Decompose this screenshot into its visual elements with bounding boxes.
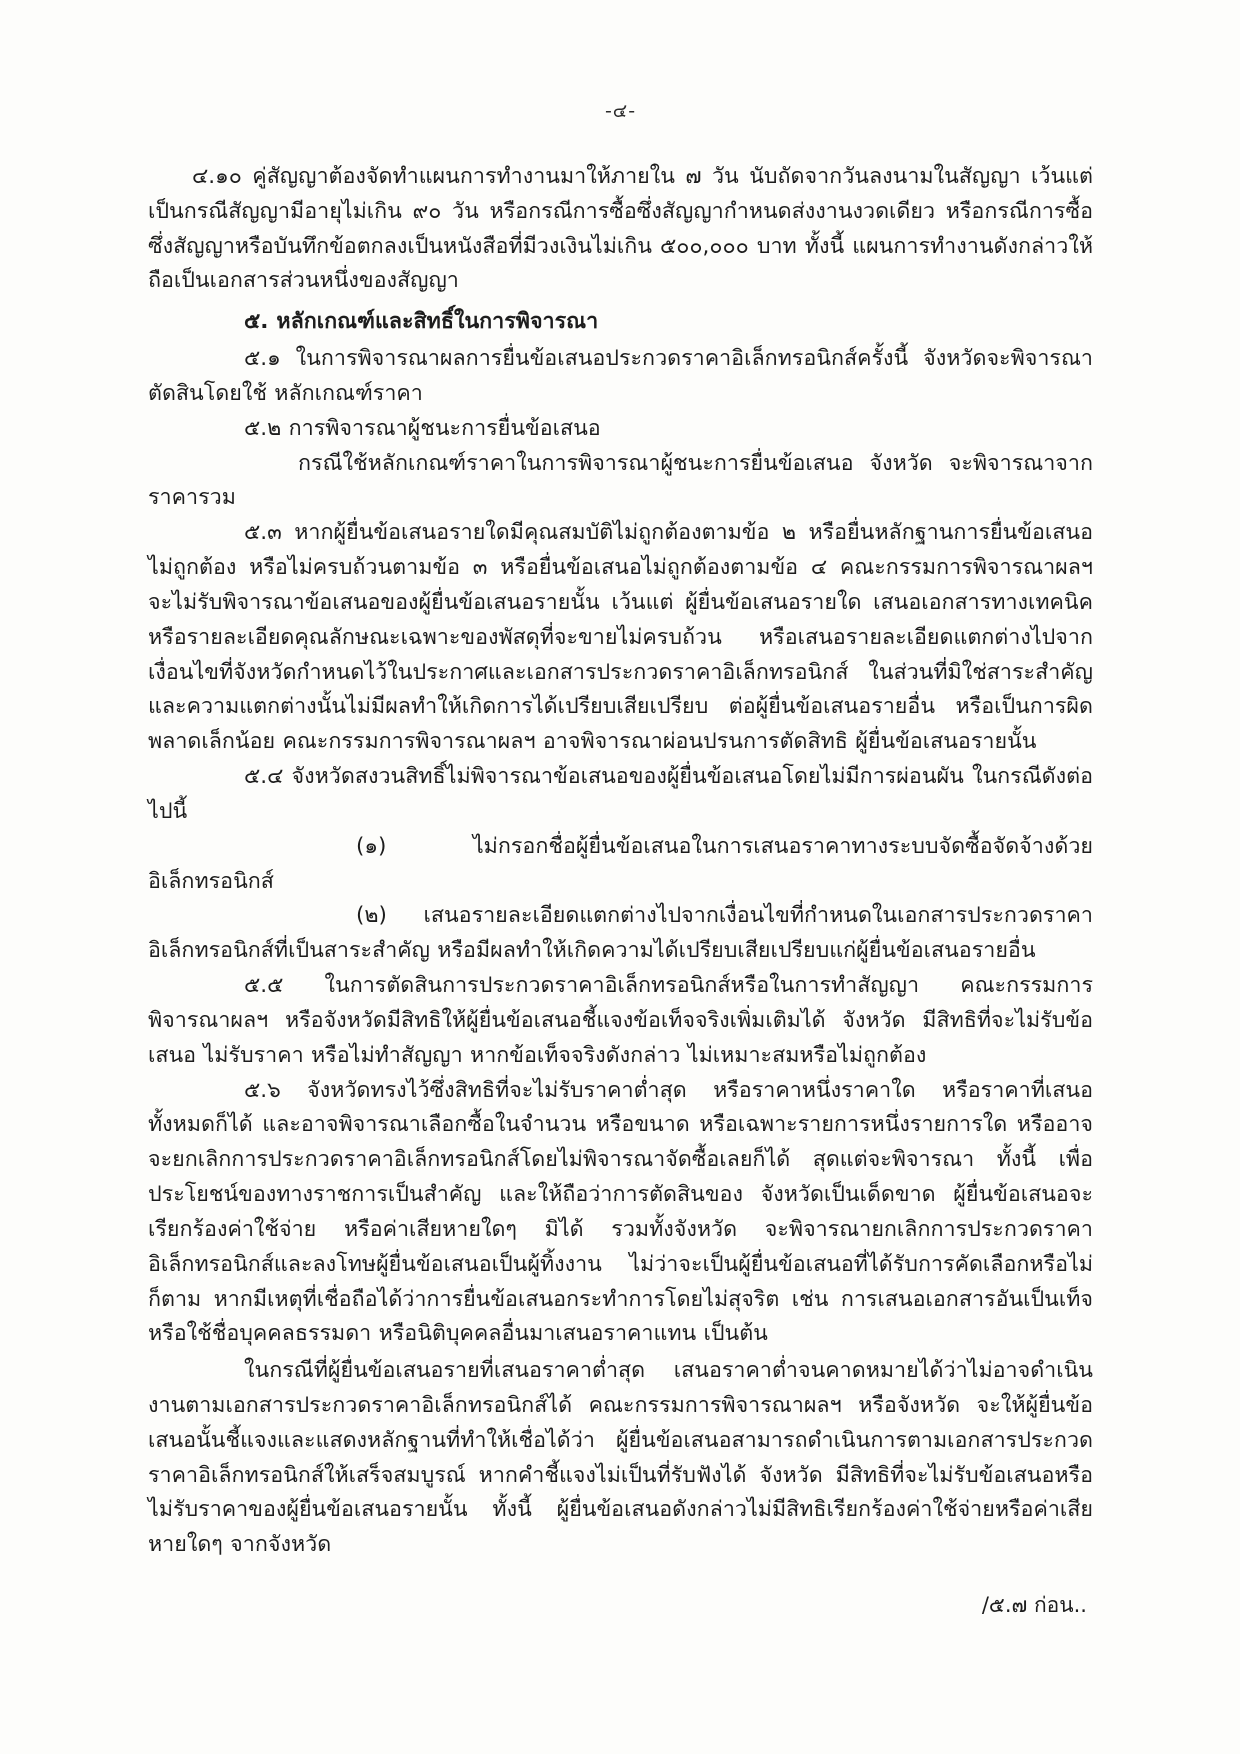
section-heading-5: ๕. หลักเกณฑ์และสิทธิ์ในการพิจารณา [244, 309, 599, 335]
paragraph-clause-5-4: ๕.๔ จังหวัดสงวนสิทธิ์ไม่พิจารณาข้อเสนอของผู้ยื่นข้อเสนอโดยไม่มีการผ่อนผัน ในกรณีดังต่อไปนี้ [148, 764, 1093, 824]
page-number: -๔- [604, 100, 637, 122]
paragraph-clause-5-5: ๕.๕ ในการตัดสินการประกวดราคาอิเล็กทรอนิกส์หรือในการทำสัญญา คณะกรรมการพิจารณาผลฯ หรือจังหวัดมีสิทธิให้ผู้ยื่นข้อเสนอชี้แจงข้อเท็จจริงเพิ่มเติมได้ จังหวัด มีสิทธิที่จะไม่รับข้อเสนอ ไม่รับราคา หรือไม่ทำสัญญา หากข้อเท็จจริงดังกล่าว ไม่เหมาะสมหรือไม่ถูกต้อง [148, 973, 1093, 1068]
paragraph-clause-5-2-body: กรณีใช้หลักเกณฑ์ราคาในการพิจารณาผู้ชนะการยื่นข้อเสนอ จังหวัด จะพิจารณาจากราคารวม [148, 450, 1093, 511]
paragraph-clause-5-1: ๕.๑ ในการพิจารณาผลการยื่นข้อเสนอประกวดราคาอิเล็กทรอนิกส์ครั้งนี้ จังหวัดจะพิจารณาตัดสินโดยใช้ หลักเกณฑ์ราคา [148, 346, 1093, 406]
footer-continuation-note: /๕.๗ ก่อน.. [981, 1593, 1087, 1618]
paragraph-clause-5-6: ๕.๖ จังหวัดทรงไว้ซึ่งสิทธิที่จะไม่รับราคาต่ำสุด หรือราคาหนึ่งราคาใด หรือราคาที่เสนอทั้งหมดก็ได้ และอาจพิจารณาเลือกซื้อในจำนวน หรือขนาด หรือเฉพาะรายการหนึ่งรายการใด หรืออาจจะยกเลิกการประกวดราคาอิเล็กทรอนิกส์โดยไม่พิจารณาจัดซื้อเลยก็ได้ สุดแต่จะพิจารณา ทั้งนี้ เพื่อประโยชน์ของทางราชการเป็นสำคัญ และให้ถือว่าการตัดสินของ จังหวัดเป็นเด็ดขาด ผู้ยื่นข้อเสนอจะเรียกร้องค่าใช้จ่าย หรือค่าเสียหายใดๆ มิได้ รวมทั้งจังหวัด จะพิจารณายกเลิกการประกวดราคาอิเล็กทรอนิกส์และลงโทษผู้ยื่นข้อเสนอเป็นผู้ทิ้งงาน ไม่ว่าจะเป็นผู้ยื่นข้อเสนอที่ได้รับการคัดเลือกหรือไม่ก็ตาม หากมีเหตุที่เชื่อถือได้ว่าการยื่นข้อเสนอกระทำการโดยไม่สุจริต เช่น การเสนอเอกสารอันเป็นเท็จ หรือใช้ชื่อบุคคลธรรมดา หรือนิติบุคคลอื่นมาเสนอราคาแทน เป็นต้น [148, 1077, 1093, 1347]
paragraph-clause-5-2: ๕.๒ การพิจารณาผู้ชนะการยื่นข้อเสนอ [244, 415, 601, 441]
paragraph-clause-4-10: ๔.๑๐ คู่สัญญาต้องจัดทำแผนการทำงานมาให้ภายใน ๗ วัน นับถัดจากวันลงนามในสัญญา เว้นแต่เป็นกรณีสัญญามีอายุไม่เกิน ๙๐ วัน หรือกรณีการซื้อซึ่งสัญญากำหนดส่งงานงวดเดียว หรือกรณีการซื้อซึ่งสัญญาหรือบันทึกข้อตกลงเป็นหนังสือที่มีวงเงินไม่เกิน ๕๐๐,๐๐๐ บาท ทั้งนี้ แผนการทำงานดังกล่าวให้ถือเป็นเอกสารส่วนหนึ่งของสัญญา [148, 164, 1093, 294]
document-content [148, 96, 1093, 1622]
paragraph-clause-5-4-item-2: (๒) เสนอรายละเอียดแตกต่างไปจากเงื่อนไขที่กำหนดในเอกสารประกวดราคาอิเล็กทรอนิกส์ที่เป็นสาระสำคัญ หรือมีผลทำให้เกิดความได้เปรียบเสียเปรียบแก่ผู้ยื่นข้อเสนอรายอื่น [148, 903, 1093, 964]
paragraph-clause-5-3: ๕.๓ หากผู้ยื่นข้อเสนอรายใดมีคุณสมบัติไม่ถูกต้องตามข้อ ๒ หรือยื่นหลักฐานการยื่นข้อเสนอไม่ถูกต้อง หรือไม่ครบถ้วนตามข้อ ๓ หรือยื่นข้อเสนอไม่ถูกต้องตามข้อ ๔ คณะกรรมการพิจารณาผลฯ จะไม่รับพิจารณาข้อเสนอของผู้ยื่นข้อเสนอรายนั้น เว้นแต่ ผู้ยื่นข้อเสนอรายใด เสนอเอกสารทางเทคนิคหรือรายละเอียดคุณลักษณะเฉพาะของพัสดุที่จะขายไม่ครบถ้วน หรือเสนอรายละเอียดแตกต่างไปจากเงื่อนไขที่จังหวัดกำหนดไว้ในประกาศและเอกสารประกวดราคาอิเล็กทรอนิกส์ ในส่วนที่มิใช่สาระสำคัญและความแตกต่างนั้นไม่มีผลทำให้เกิดการได้เปรียบเสียเปรียบ ต่อผู้ยื่นข้อเสนอรายอื่น หรือเป็นการผิดพลาดเล็กน้อย คณะกรรมการพิจารณาผลฯ อาจพิจารณาผ่อนปรนการตัดสิทธิ ผู้ยื่นข้อเสนอรายนั้น [148, 520, 1093, 755]
paragraph-clause-5-6-extra: ในกรณีที่ผู้ยื่นข้อเสนอรายที่เสนอราคาต่ำสุด เสนอราคาต่ำจนคาดหมายได้ว่าไม่อาจดำเนินงานตามเอกสารประกวดราคาอิเล็กทรอนิกส์ได้ คณะกรรมการพิจารณาผลฯ หรือจังหวัด จะให้ผู้ยื่นข้อเสนอนั้นชี้แจงและแสดงหลักฐานที่ทำให้เชื่อได้ว่า ผู้ยื่นข้อเสนอสามารถดำเนินการตามเอกสารประกวดราคาอิเล็กทรอนิกส์ให้เสร็จสมบูรณ์ หากคำชี้แจงไม่เป็นที่รับฟังได้ จังหวัด มีสิทธิที่จะไม่รับข้อเสนอหรือไม่รับราคาของผู้ยื่นข้อเสนอรายนั้น ทั้งนี้ ผู้ยื่นข้อเสนอดังกล่าวไม่มีสิทธิเรียกร้องค่าใช้จ่ายหรือค่าเสียหายใดๆ จากจังหวัด [148, 1358, 1093, 1558]
paragraph-clause-5-4-item-1: (๑) ไม่กรอกชื่อผู้ยื่นข้อเสนอในการเสนอราคาทางระบบจัดซื้อจัดจ้างด้วยอิเล็กทรอนิกส์ [148, 833, 1093, 894]
